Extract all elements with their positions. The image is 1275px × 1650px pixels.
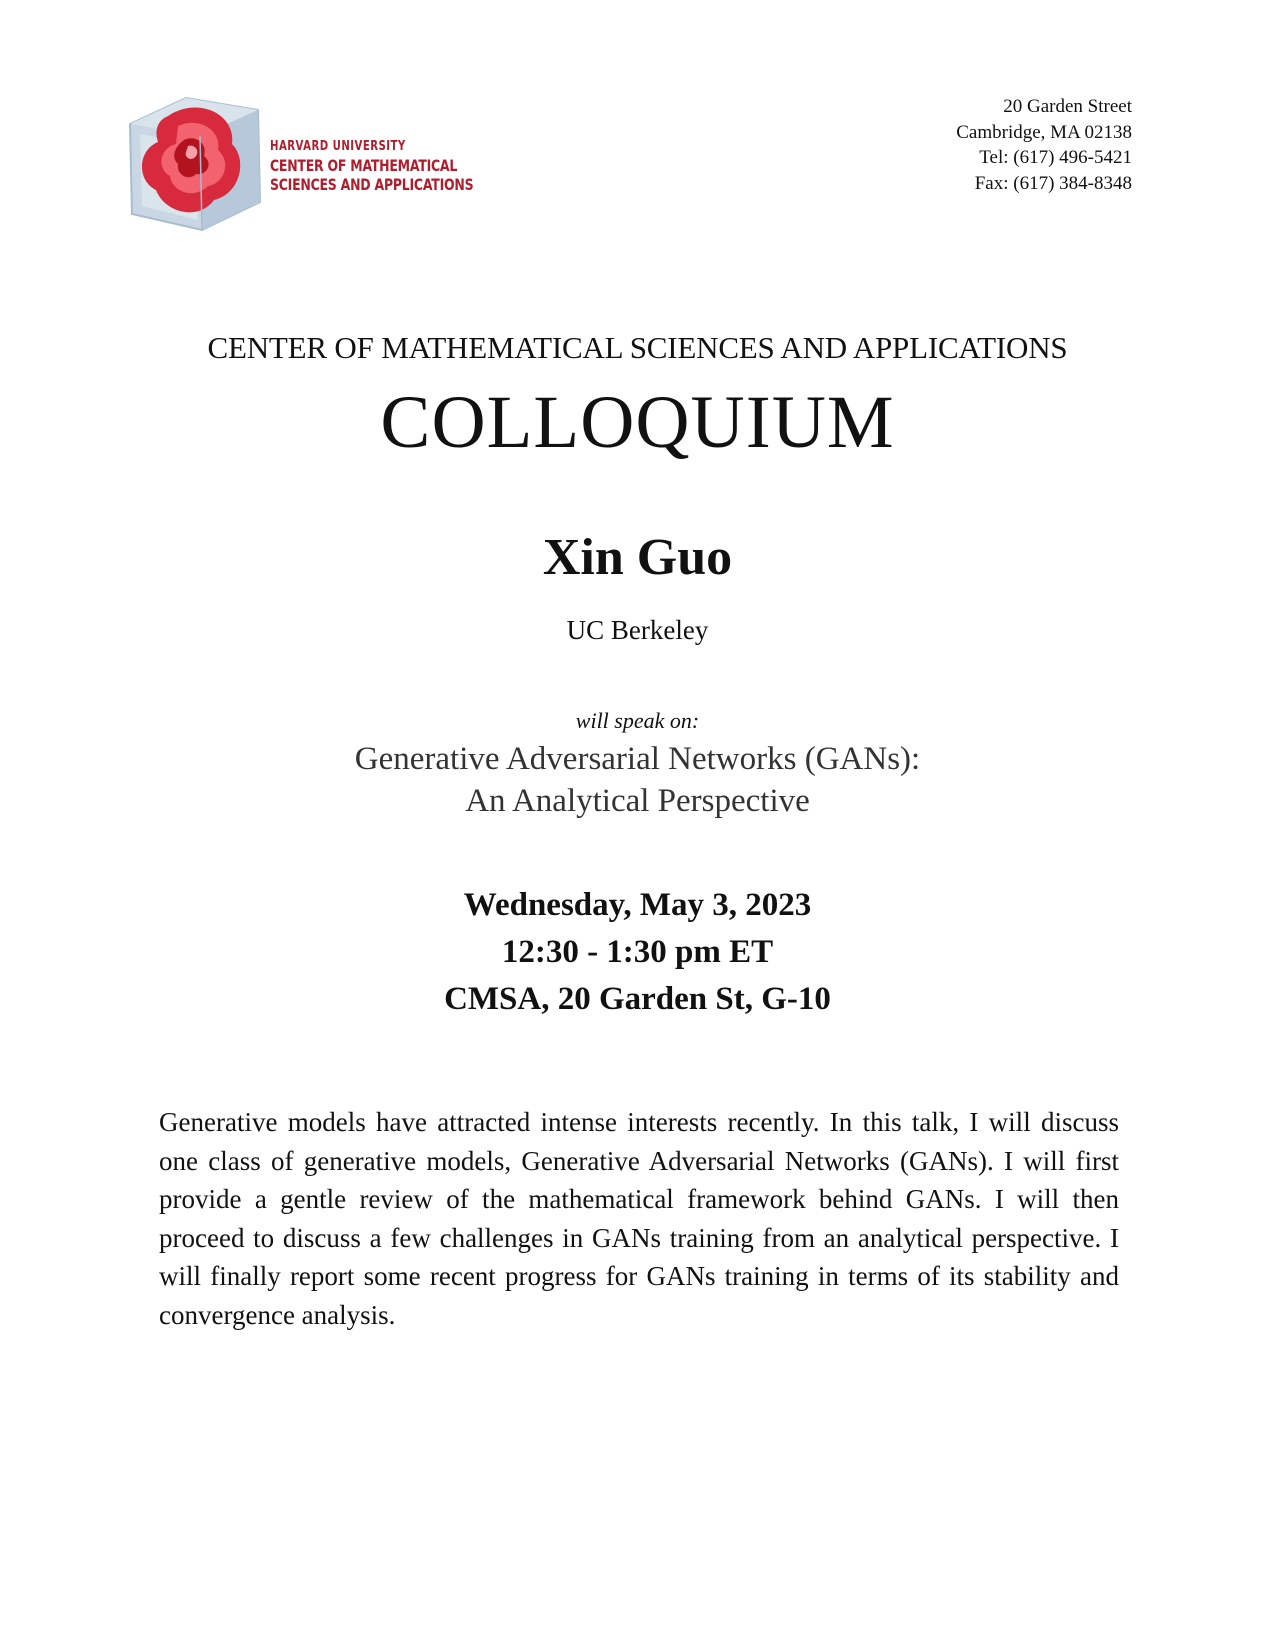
speak-on-intro: will speak on: xyxy=(575,708,700,733)
event-type-heading: COLLOQUIUM xyxy=(380,381,895,464)
logo-wordmark xyxy=(270,137,473,194)
speaker-name: Xin Guo xyxy=(542,529,733,586)
contact-address xyxy=(956,94,1132,196)
address-fax: Fax: (617) 384-8348 xyxy=(974,172,1132,194)
logo-center-line: CENTER OF MATHEMATICAL xyxy=(270,156,458,175)
event-time: 12:30 - 1:30 pm ET xyxy=(501,934,774,970)
logo-university: HARVARD UNIVERSITY xyxy=(270,139,406,154)
address-city: Cambridge, MA 02138 xyxy=(956,121,1132,143)
address-tel: Tel: (617) 496-5421 xyxy=(979,147,1132,168)
event-location: CMSA, 20 Garden St, G-10 xyxy=(444,981,831,1017)
talk-abstract: Generative models have attracted intense interests recently. In this talk, I will discuss one class of generative models, Generative Adversarial Networks (GANs). I will first provide a gentle review of the mathematical framework behind GANs. I will then proceed to discuss a few challenges in GANs training from an analytical perspective. I will finally report some recent progress for GANs training in terms of its stability and convergence analysis. xyxy=(159,1107,1119,1330)
talk-title-line-1: Generative Adversarial Networks (GANs): xyxy=(354,741,921,777)
center-name-heading: CENTER OF MATHEMATICAL SCIENCES AND APPLICATIONS xyxy=(207,330,1068,365)
cube-logo-icon xyxy=(128,96,262,234)
address-street: 20 Garden Street xyxy=(1003,96,1132,117)
talk-title xyxy=(0,738,1275,822)
speaker-affiliation: UC Berkeley xyxy=(566,615,709,645)
cmsa-logo xyxy=(128,96,474,236)
logo-sciences-line: SCIENCES AND APPLICATIONS xyxy=(270,175,474,194)
event-date: Wednesday, May 3, 2023 xyxy=(463,887,812,923)
schedule-block xyxy=(0,882,1275,1023)
talk-title-line-2: An Analytical Perspective xyxy=(465,783,810,819)
